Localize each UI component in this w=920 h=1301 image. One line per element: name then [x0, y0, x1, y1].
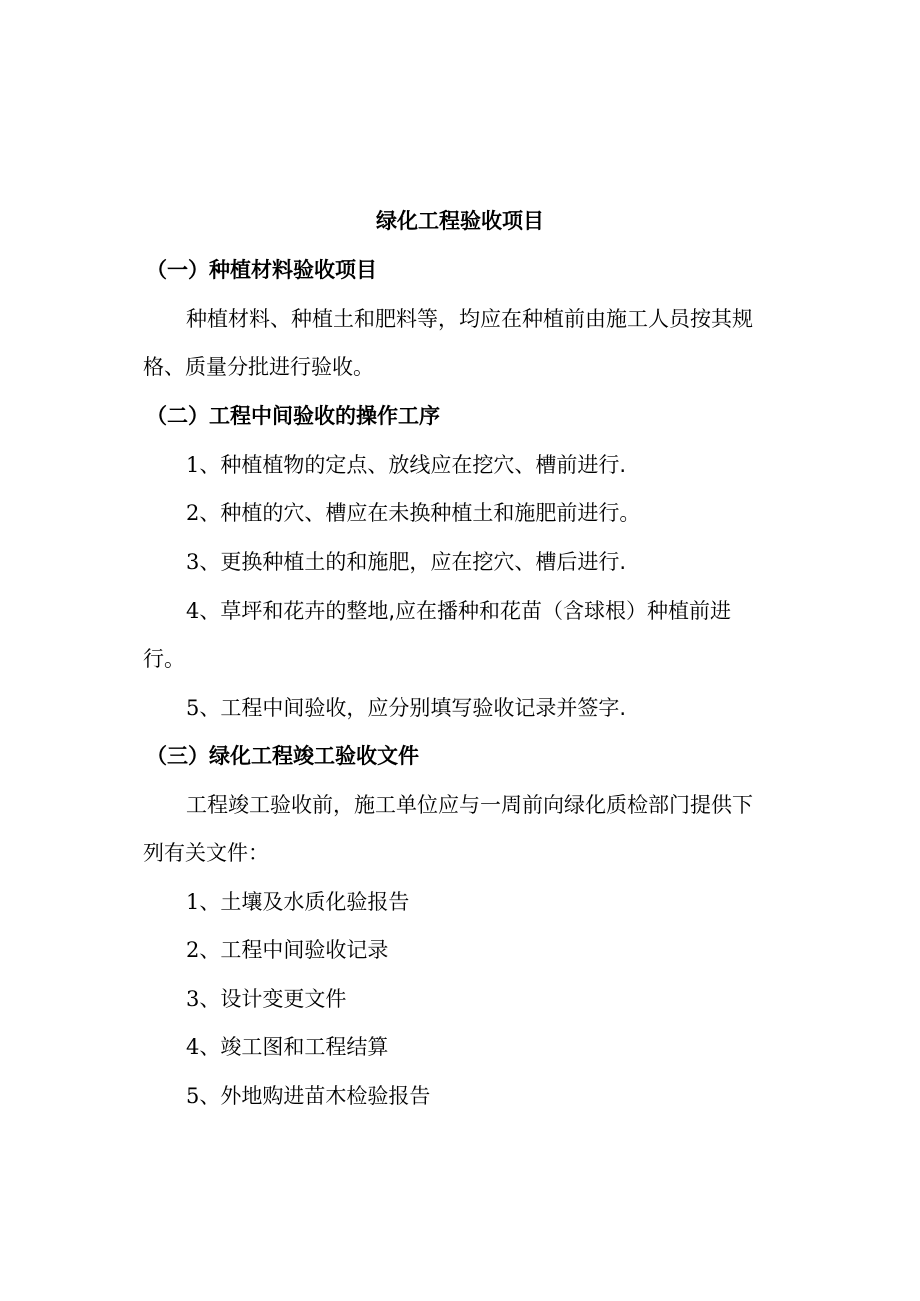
document-title: 绿化工程验收项目: [376, 209, 544, 233]
list-item-number: 3: [186, 987, 200, 1011]
list-item-text: 、设计变更文件: [199, 987, 347, 1011]
section3-paragraph-line-2: 列有关文件：: [143, 841, 269, 865]
list-item-text: 、外地购进苗木检验报告: [199, 1084, 431, 1108]
list-item: [186, 450, 626, 480]
list-item: [186, 935, 388, 965]
list-item-number: 1: [186, 453, 200, 477]
list-item-continuation: 行。: [143, 647, 185, 671]
section-heading-3: （三）绿化工程竣工验收文件: [146, 744, 419, 768]
list-item: [186, 1032, 388, 1062]
list-item: [186, 1081, 430, 1111]
section1-paragraph-line-2: 格、质量分批进行验收。: [143, 355, 374, 379]
list-item-text: 、工程中间验收，应分别填写验收记录并签字.: [199, 696, 627, 720]
section-heading-1: （一）种植材料验收项目: [146, 258, 377, 282]
list-item: [186, 596, 731, 626]
list-item-number: 3: [186, 550, 200, 574]
list-item-text: 、竣工图和工程结算: [199, 1035, 389, 1059]
list-item: [186, 984, 346, 1014]
list-item-text: 、土壤及水质化验报告: [199, 890, 410, 914]
list-item: [186, 498, 640, 528]
list-item-text: 、草坪和花卉的整地,应在播种和花苗（含球根）种植前进: [199, 599, 732, 623]
list-item-number: 4: [186, 1035, 200, 1059]
list-item-text: 、种植植物的定点、放线应在挖穴、槽前进行.: [199, 453, 627, 477]
list-item-text: 、种植的穴、槽应在未换种植土和施肥前进行。: [199, 501, 641, 525]
section1-paragraph-line-1: 种植材料、种植土和肥料等，均应在种植前由施工人员按其规: [186, 307, 753, 331]
section3-paragraph-line-1: 工程竣工验收前，施工单位应与一周前向绿化质检部门提供下: [186, 793, 753, 817]
section-heading-2: （二）工程中间验收的操作工序: [146, 404, 440, 428]
list-item-number: 4: [186, 599, 200, 623]
list-item-number: 5: [186, 1084, 200, 1108]
list-item-text: 、工程中间验收记录: [199, 938, 389, 962]
list-item: [186, 547, 626, 577]
list-item-number: 1: [186, 890, 200, 914]
list-item: [186, 693, 626, 723]
list-item: [186, 887, 409, 917]
list-item-number: 5: [186, 696, 200, 720]
list-item-text: 、更换种植土的和施肥，应在挖穴、槽后进行.: [199, 550, 627, 574]
list-item-number: 2: [186, 501, 200, 525]
list-item-number: 2: [186, 938, 200, 962]
